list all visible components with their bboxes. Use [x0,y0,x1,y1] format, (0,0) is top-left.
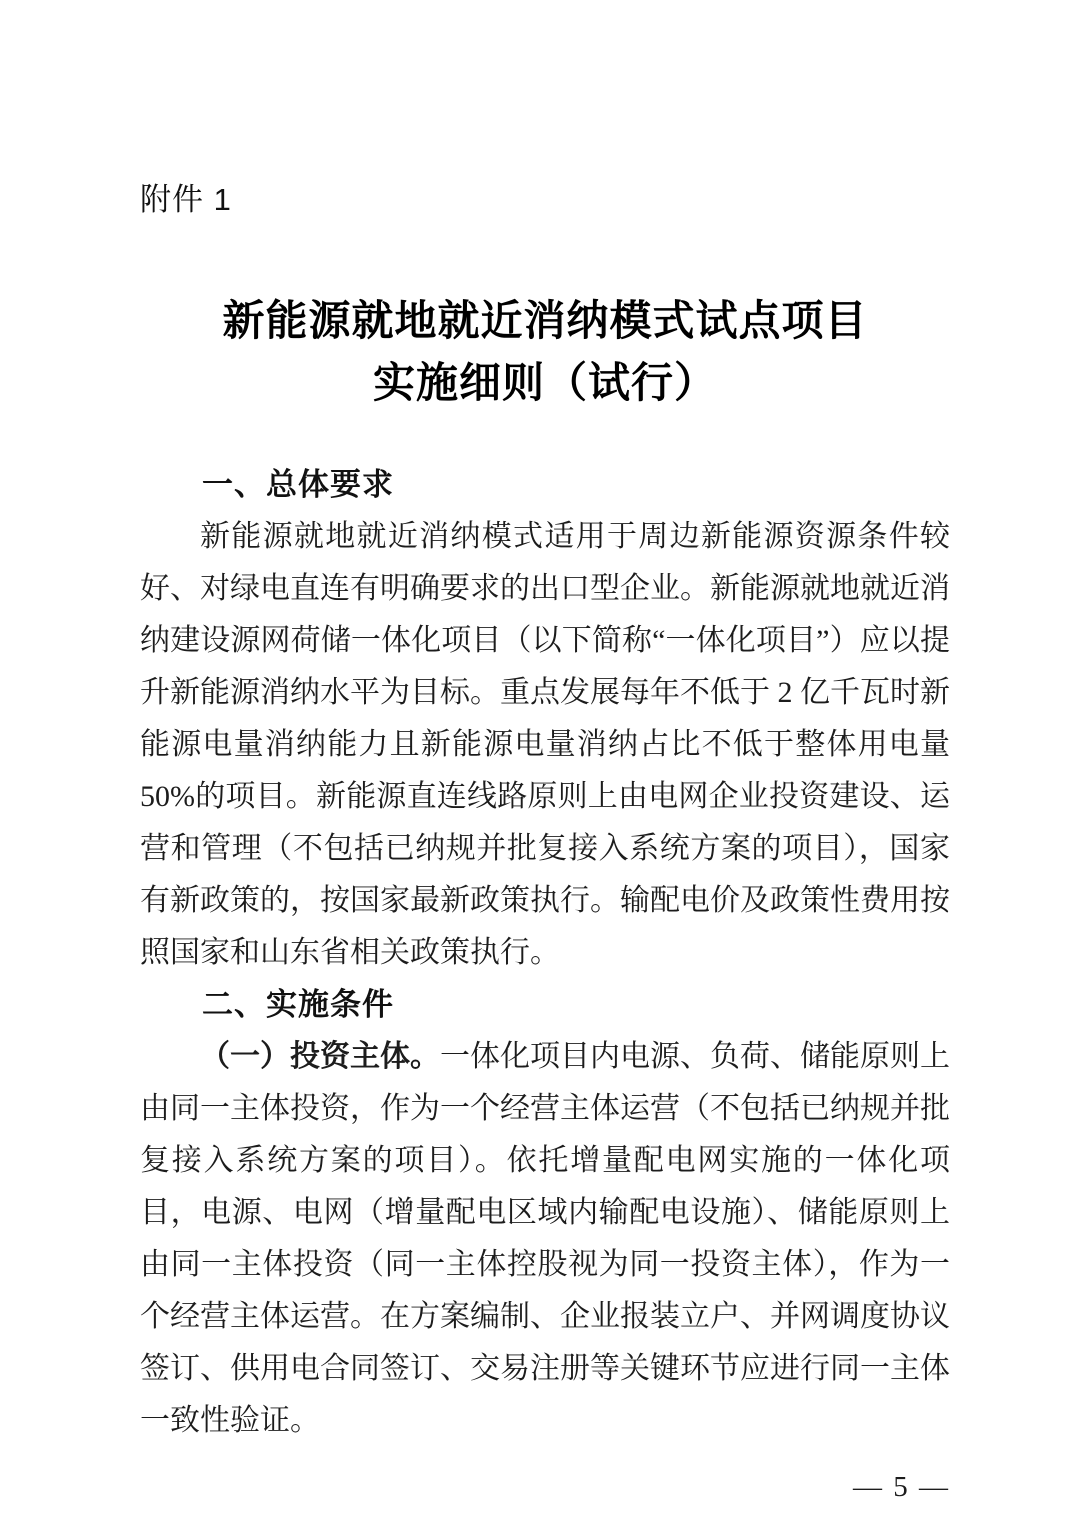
paragraph-lead-investment-entity: （一）投资主体。 [200,1040,440,1073]
paragraph-body-investment-entity: 一体化项目内电源、负荷、储能原则上由同一主体投资，作为一个经营主体运营（不包括已纳规并批复接入系统方案的项目）。依托增量配电网实施的一体化项目，电源、电网（增量配电区域内输配电设施）、储能原则上由同一主体投资（同一主体控股视为同一投资主体），作为一个经营主体运营。在方案编制、企业报装立户、并网调度协议签订、供用电合同签订、交易注册等关键环节应进行同一主体一致性验证。 [140,1040,950,1437]
section-heading-implementation-conditions: 二、实施条件 [202,987,394,1022]
document-title [140,291,950,415]
document-title-line-1: 新能源就地就近消纳模式试点项目 [222,299,868,345]
document-title-line-2: 实施细则（试行） [372,361,717,407]
attachment-label: 附件 1 [140,182,232,217]
paragraph-general-requirements: 新能源就地就近消纳模式适用于周边新能源资源条件较好、对绿电直连有明确要求的出口型企业。新能源就地就近消纳建设源网荷储一体化项目（以下简称“一体化项目”）应以提升新能源消纳水平为目标。重点发展每年不低于 2 亿千瓦时新能源电量消纳能力且新能源电量消纳占比不低于整体用电量 50%的项目。新能源直连线路原则上由电网企业投资建设、运营和管理（不包括已纳规并批复接入系统方案的项目），国家有新政策的，按国家最新政策执行。输配电价及政策性费用按照国家和山东省相关政策执行。 [140,520,950,969]
paragraph-investment-entity [140,1031,950,1447]
page-number: — 5 — [853,1471,950,1503]
section-heading-general-requirements: 一、总体要求 [202,467,394,502]
